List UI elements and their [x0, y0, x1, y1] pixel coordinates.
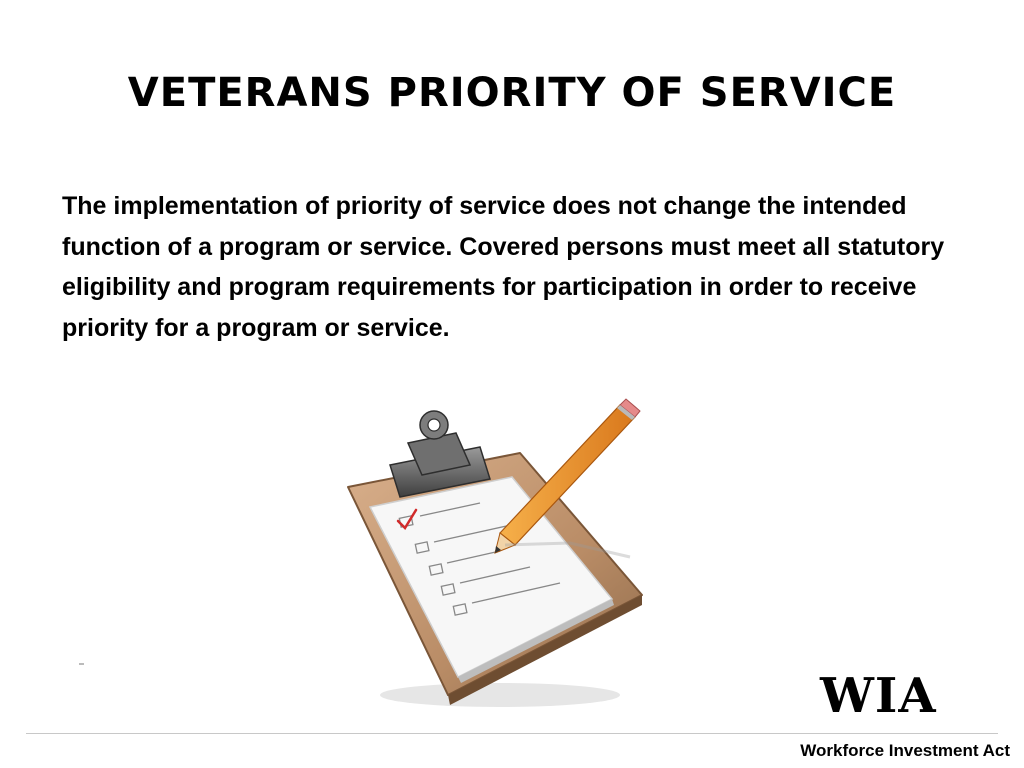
footer-caption: Workforce Investment Act	[800, 741, 1010, 760]
footer-divider	[26, 733, 998, 734]
decorative-speck	[79, 663, 84, 665]
slide-body-text: The implementation of priority of service does not change the intended function of a program or service. Covered persons must meet all statutory eligibility and program requirements for participation in order to receive priority for a program or service.	[62, 192, 945, 342]
clipboard-checklist-icon	[330, 395, 660, 715]
slide-title: VETERANS PRIORITY OF SERVICE	[127, 70, 897, 116]
wia-logo: WIA	[820, 668, 937, 724]
